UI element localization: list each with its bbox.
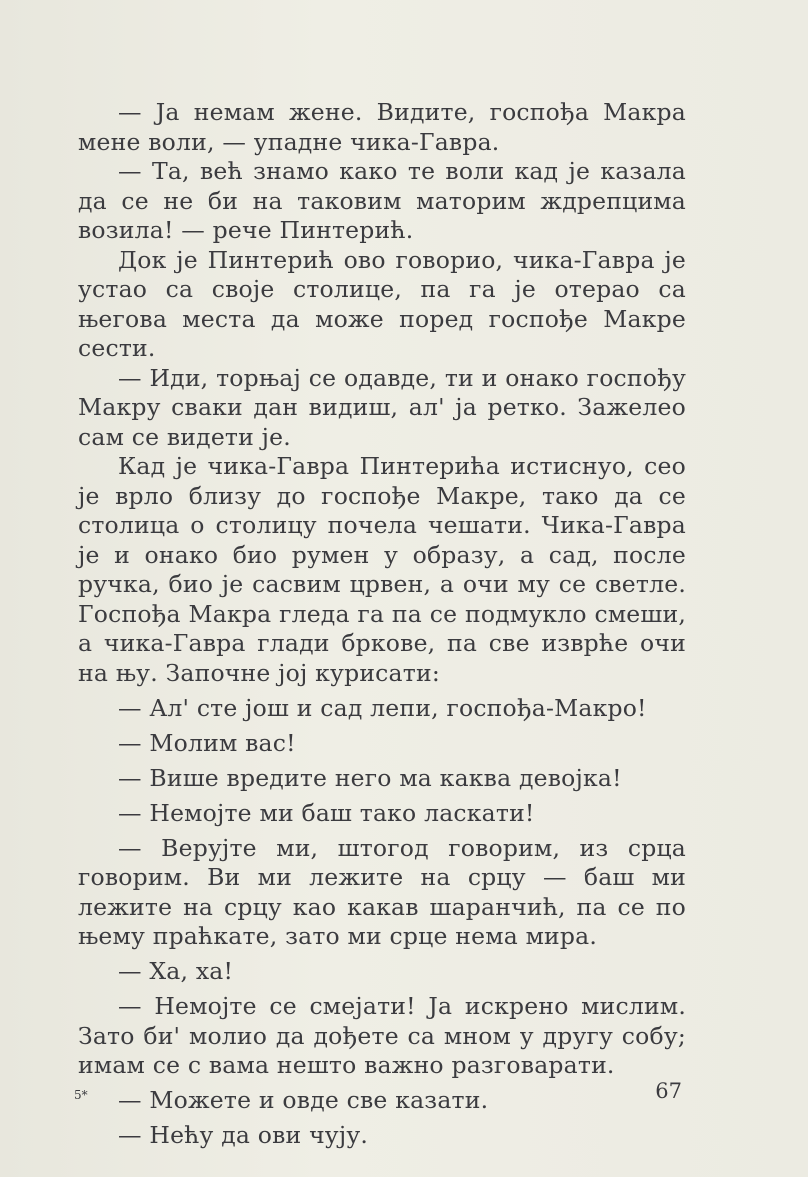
printer-signature-mark: 5* <box>74 1088 88 1102</box>
paragraph: — Верујте ми, штогод говорим, из срца говорим. Ви ми лежите на срцу — баш ми лежите на срцу као какав шаранчић, па се по њему праћкате, зато ми срце нема мира. <box>78 833 686 950</box>
paragraph: — Немојте ми баш тако ласкати! <box>118 798 535 827</box>
paragraph: — Можете и овде све казати. <box>118 1086 489 1114</box>
paragraph: — Ха, ха! <box>118 957 234 985</box>
paragraph: — Та, већ знамо како те воли кад је казала да се не би на таковим маторим ждрепцима возила! — рече Пинтерић. <box>78 157 686 244</box>
paragraph: Кад је чика-Гавра Пинтерића истиснуо, сео је врло близу до госпође Макре, тако да се столица о столицу почела чешати. Чика-Гавра је и онако био румен у образу, а сад, после ручка, био је сасвим црвен, а очи му се светле. Госпођа Макра гледа га па се подмукло смеши, а чика-Гавра глади бркове, па све изврће очи на њу. Започне јој курисати: <box>78 452 686 687</box>
paragraph: — Ја немам жене. Видите, госпођа Макра мене воли, — упадне чика-Гавра. <box>78 98 686 156</box>
page-number: 67 <box>655 1079 682 1103</box>
paragraph: — Немојте се смејати! Ја искрено мислим. Зато би' молио да дођете са мном у другу собу; имам се с вама нешто важно разговарати. <box>78 992 686 1079</box>
paragraph: — Иди, торњај се одавде, ти и онако госпођу Макру сваки дан видиш, ал' ја ретко. Зажелео сам се видети је. <box>78 363 686 451</box>
paragraph: Док је Пинтерић ово говорио, чика-Гавра је устао са своје столице, па га је отерао са његова места да може поред госпође Макре сести. <box>78 245 686 362</box>
paragraph: — Ал' сте још и сад лепи, госпођа-Макро! <box>118 693 647 722</box>
body-text <box>78 98 686 1151</box>
paragraph: — Молим вас! <box>118 728 296 757</box>
paragraph: — Нећу да ови чују. <box>118 1121 369 1149</box>
paragraph: — Више вредите него ма каква девојка! <box>118 763 622 792</box>
